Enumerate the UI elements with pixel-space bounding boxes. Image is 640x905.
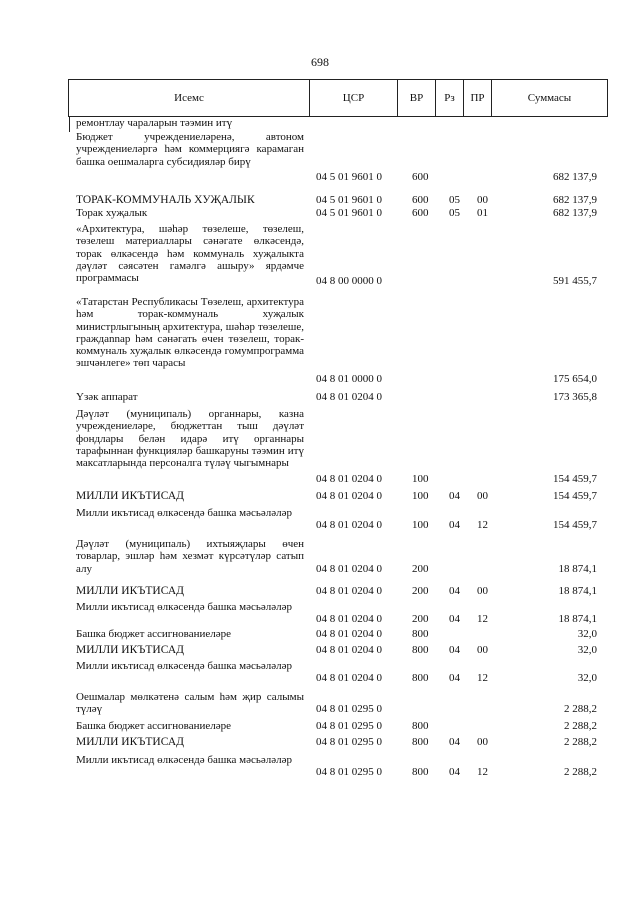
row-sum: 154 459,7 xyxy=(553,519,597,531)
row-name: Оешмалар мөлкәтенә салым һәм җир салымы түләү xyxy=(76,691,304,716)
row-pr: 00 xyxy=(477,490,488,502)
table-row xyxy=(0,644,640,656)
row-sum: 32,0 xyxy=(577,672,597,684)
table-row xyxy=(0,194,640,206)
row-csr: 04 8 01 0000 0 xyxy=(316,373,382,385)
page-number: 698 xyxy=(311,55,329,69)
row-pr: 00 xyxy=(477,194,488,206)
header-name: Исемс xyxy=(174,92,204,104)
row-csr: 04 8 01 0204 0 xyxy=(316,473,382,485)
row-csr: 04 8 01 0204 0 xyxy=(316,391,382,403)
row-csr: 04 5 01 9601 0 xyxy=(316,207,382,219)
row-sum: 2 288,2 xyxy=(564,720,597,732)
table-row xyxy=(0,585,640,597)
row-name: Милли икътисад өлкәсендә башка мәсьәләләр xyxy=(76,601,292,613)
table-row xyxy=(0,131,640,183)
row-rz: 04 xyxy=(449,585,460,597)
row-name: МИЛЛИ ИКЪТИСАД xyxy=(76,490,184,502)
row-vr: 600 xyxy=(412,171,429,183)
table-row xyxy=(0,691,640,715)
row-name: Башка бюджет ассигнованиеләре xyxy=(76,720,231,732)
row-csr: 04 8 01 0295 0 xyxy=(316,766,382,778)
row-sum: 18 874,1 xyxy=(558,613,597,625)
table-row xyxy=(0,207,640,219)
row-vr: 800 xyxy=(412,628,429,640)
row-csr: 04 8 01 0204 0 xyxy=(316,672,382,684)
row-vr: 100 xyxy=(412,490,429,502)
row-name: Үзәк аппарат xyxy=(76,391,138,403)
table-row xyxy=(0,490,640,502)
row-vr: 600 xyxy=(412,207,429,219)
row-csr: 04 8 01 0204 0 xyxy=(316,644,382,656)
row-vr: 800 xyxy=(412,672,429,684)
row-vr: 800 xyxy=(412,766,429,778)
row-csr: 04 5 01 9601 0 xyxy=(316,194,382,206)
table-row xyxy=(0,507,640,531)
row-name: Торак хуҗалык xyxy=(76,207,148,219)
row-csr: 04 8 01 0204 0 xyxy=(316,613,382,625)
row-vr: 100 xyxy=(412,519,429,531)
table-row xyxy=(0,736,640,748)
row-rz: 04 xyxy=(449,490,460,502)
row-sum: 682 137,9 xyxy=(553,194,597,206)
row-rz: 04 xyxy=(449,613,460,625)
row-csr: 04 8 01 0204 0 xyxy=(316,628,382,640)
row-name: ТОРАК-КОММУНАЛЬ ХУҖАЛЫК xyxy=(76,194,255,206)
header-vr: ВР xyxy=(397,80,435,116)
row-name: Дәүләт (муниципаль) ихтыяҗлары өчен товарлар, эшләр һәм хезмәт күрсәтүләр сатып алу xyxy=(76,538,304,575)
row-sum: 18 874,1 xyxy=(558,585,597,597)
row-sum: 18 874,1 xyxy=(558,563,597,575)
row-vr: 600 xyxy=(412,194,429,206)
row-sum: 175 654,0 xyxy=(553,373,597,385)
row-name: Дәүләт (муниципаль) органнары, казна учреждениеләре, бюджеттан тыш дәүләт фондлары белән идарә итү органнары тарафыннан функцияләр башкаруны тәэмин итү максатларында персоналга түләү чыгымнары xyxy=(76,408,304,470)
row-csr: 04 8 01 0295 0 xyxy=(316,703,382,715)
row-csr: 04 8 01 0204 0 xyxy=(316,585,382,597)
row-rz: 04 xyxy=(449,672,460,684)
row-vr: 100 xyxy=(412,473,429,485)
row-rz: 05 xyxy=(449,207,460,219)
row-name: «Архитектура, шәһәр төзелеше, төзелеш, төзелеш материаллары сәнәгате өлкәсендә, торак өлкәсендә һәм коммуналь хуҗалыкта дәүләт сәясәтен гамәлгә ашыру» ярдәмче программасы xyxy=(76,223,304,285)
row-vr: 800 xyxy=(412,644,429,656)
row-sum: 173 365,8 xyxy=(553,391,597,403)
row-csr: 04 8 01 0204 0 xyxy=(316,563,382,575)
row-csr: 04 8 01 0204 0 xyxy=(316,519,382,531)
header-csr: ЦСР xyxy=(309,80,397,116)
header-pr: ПР xyxy=(463,80,491,116)
header-rz: Рз xyxy=(435,80,463,116)
row-pr: 01 xyxy=(477,207,488,219)
row-sum: 154 459,7 xyxy=(553,490,597,502)
row-name: ремонтлау чараларын тәэмин итү xyxy=(76,117,233,129)
row-pr: 12 xyxy=(477,519,488,531)
row-name: «Татарстан Республикасы Төзелеш, архитектура һәм торак-коммуналь хуҗалык министрлыгының архитектура, шәһәр төзелеше, граждannар һәм сәнәгать өчен төзелеш, торак-коммуналь хуҗалык өлкәсендә гомумпрограмма эшчәнлеге» төп чарасы xyxy=(76,296,304,370)
row-rz: 05 xyxy=(449,194,460,206)
row-pr: 12 xyxy=(477,766,488,778)
table-row xyxy=(0,720,640,732)
row-sum: 682 137,9 xyxy=(553,207,597,219)
row-sum: 32,0 xyxy=(577,628,597,640)
table-row xyxy=(0,223,640,287)
row-sum: 32,0 xyxy=(577,644,597,656)
row-vr: 800 xyxy=(412,736,429,748)
table-row xyxy=(0,296,640,385)
row-rz: 04 xyxy=(449,766,460,778)
row-name: Бюджет учреждениеләренә, автоном учреждениеләргә һәм коммерциягә карамаган башка оешмаларга субсидияләр бирү xyxy=(76,131,304,168)
row-name: Милли икътисад өлкәсендә башка мәсьәләләр xyxy=(76,754,292,766)
row-rz: 04 xyxy=(449,519,460,531)
row-rz: 04 xyxy=(449,644,460,656)
row-vr: 200 xyxy=(412,585,429,597)
row-sum: 2 288,2 xyxy=(564,703,597,715)
row-pr: 00 xyxy=(477,644,488,656)
row-name: Милли икътисад өлкәсендә башка мәсьәләләр xyxy=(76,660,292,672)
row-vr: 800 xyxy=(412,720,429,732)
row-csr: 04 8 01 0295 0 xyxy=(316,720,382,732)
row-pr: 00 xyxy=(477,736,488,748)
row-name: Милли икътисад өлкәсендә башка мәсьәләләр xyxy=(76,507,292,519)
row-sum: 591 455,7 xyxy=(553,275,597,287)
table-row xyxy=(0,408,640,485)
row-csr: 04 8 01 0295 0 xyxy=(316,736,382,748)
row-vr: 200 xyxy=(412,613,429,625)
row-csr: 04 8 00 0000 0 xyxy=(316,275,382,287)
row-sum: 154 459,7 xyxy=(553,473,597,485)
row-name: МИЛЛИ ИКЪТИСАД xyxy=(76,644,184,656)
row-sum: 2 288,2 xyxy=(564,766,597,778)
row-vr: 200 xyxy=(412,563,429,575)
row-name: Башка бюджет ассигнованиеләре xyxy=(76,628,231,640)
row-csr: 04 8 01 0204 0 xyxy=(316,490,382,502)
table-row xyxy=(0,391,640,403)
row-name: МИЛЛИ ИКЪТИСАД xyxy=(76,585,184,597)
table-row xyxy=(0,117,640,129)
row-sum: 2 288,2 xyxy=(564,736,597,748)
row-pr: 00 xyxy=(477,585,488,597)
table-row xyxy=(0,660,640,684)
table-row xyxy=(0,538,640,575)
table-header xyxy=(68,79,608,117)
row-name: МИЛЛИ ИКЪТИСАД xyxy=(76,736,184,748)
row-csr: 04 5 01 9601 0 xyxy=(316,171,382,183)
row-pr: 12 xyxy=(477,672,488,684)
row-rz: 04 xyxy=(449,736,460,748)
header-sum: Суммасы xyxy=(491,80,607,116)
row-pr: 12 xyxy=(477,613,488,625)
table-row xyxy=(0,754,640,778)
row-sum: 682 137,9 xyxy=(553,171,597,183)
table-row xyxy=(0,601,640,625)
table-row xyxy=(0,628,640,640)
